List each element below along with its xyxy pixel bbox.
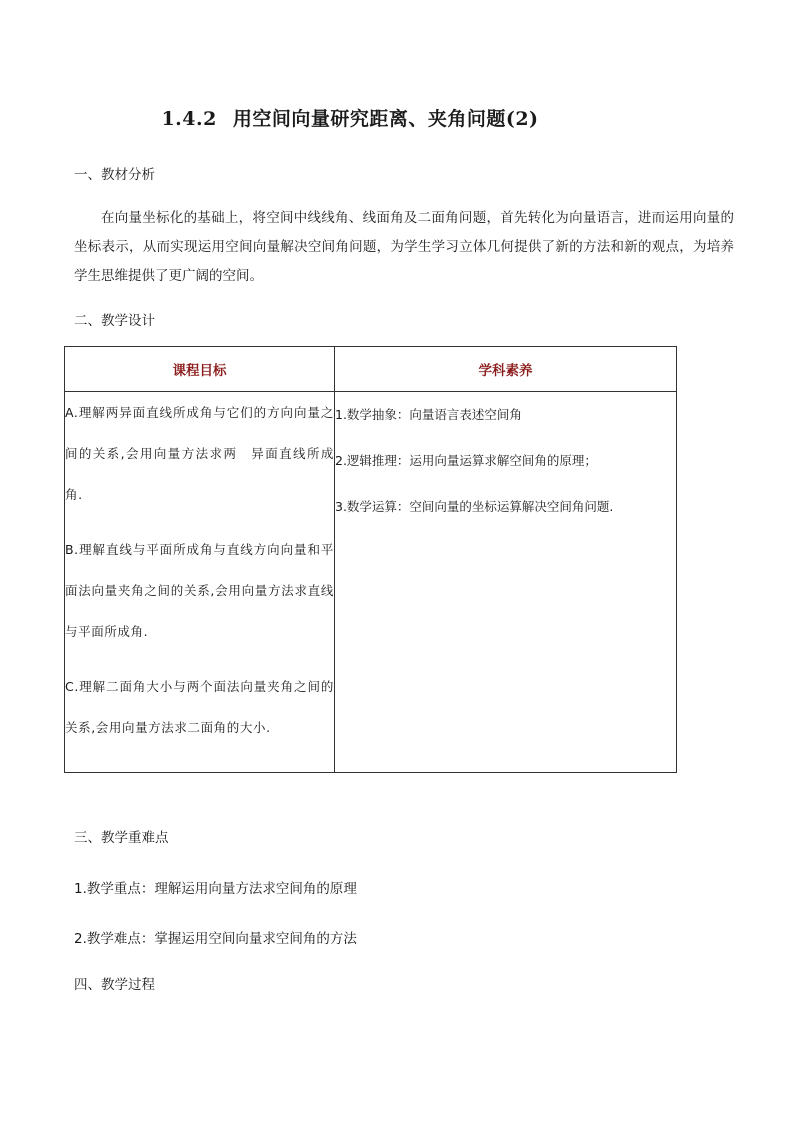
design-table xyxy=(64,346,677,773)
goal-a: A.理解两异面直线所成角与它们的方向向量之间的关系,会用向量方法求两 异面直线所成角. xyxy=(65,405,334,502)
section-heading-analysis: 一、教材分析 xyxy=(74,167,155,183)
literacy-item-2: 2.逻辑推理：运用向量运算求解空间角的原理； xyxy=(335,453,597,468)
goals-cell xyxy=(65,392,335,773)
key-point-item: 1.教学重点：理解运用向量方法求空间角的原理 xyxy=(74,881,357,897)
header-course-goals: 课程目标 xyxy=(65,347,335,392)
section-heading-process: 四、教学过程 xyxy=(74,977,155,993)
literacy-item-1: 1.数学抽象：向量语言表述空间角 xyxy=(335,407,522,422)
difficult-point-item: 2.教学难点：掌握运用空间向量求空间角的方法 xyxy=(74,931,357,947)
title-text: 用空间向量研究距离、夹角问题(2) xyxy=(232,108,539,130)
section-heading-key-points: 三、教学重难点 xyxy=(74,830,169,846)
literacy-cell xyxy=(335,392,677,773)
analysis-paragraph: 在向量坐标化的基础上，将空间中线线角、线面角及二面角问题，首先转化为向量语言，进而运用向量的坐标表示，从而实现运用空间向量解决空间角问题，为学生学习立体几何提供了新的方法和新的观点，为培养学生思维提供了更广阔的空间。 xyxy=(74,210,734,284)
literacy-item-3: 3.数学运算：空间向量的坐标运算解决空间角问题. xyxy=(335,499,614,514)
goal-c: C.理解二面角大小与两个面法向量夹角之间的关系,会用向量方法求二面角的大小. xyxy=(65,679,334,735)
page-title xyxy=(0,104,700,131)
header-subject-literacy: 学科素养 xyxy=(335,347,677,392)
goal-b: B.理解直线与平面所成角与直线方向向量和平面法向量夹角之间的关系,会用向量方法求直线与平面所成角. xyxy=(65,542,334,639)
section-heading-design: 二、教学设计 xyxy=(74,313,155,329)
title-number: 1.4.2 xyxy=(161,108,217,130)
